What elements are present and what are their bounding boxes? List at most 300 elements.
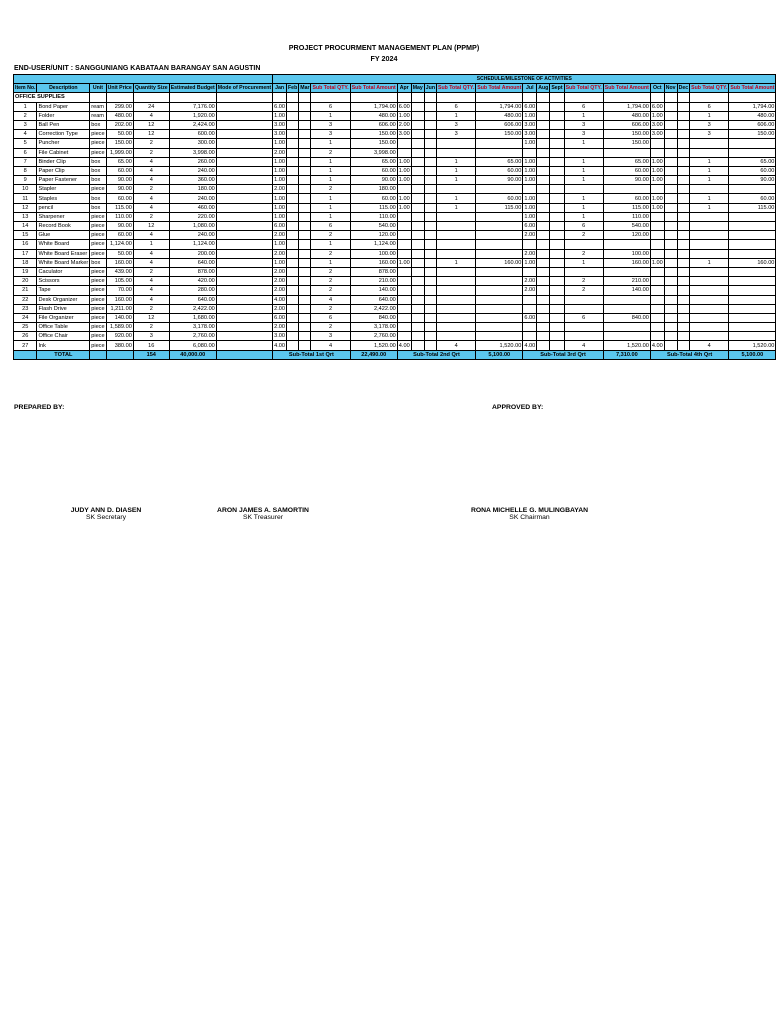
table-cell: 140.00: [106, 313, 133, 322]
table-cell: [523, 295, 537, 304]
table-cell: [550, 139, 564, 148]
table-cell: 2.00: [274, 287, 286, 294]
table-cell: piece: [91, 241, 105, 248]
table-cell: 3: [14, 120, 37, 129]
table-cell: [424, 240, 436, 249]
table-row: [14, 102, 776, 111]
table-cell: 1: [14, 102, 37, 111]
table-cell: 2: [564, 249, 603, 258]
table-cell: 260.00: [169, 157, 216, 166]
table-cell: [287, 111, 299, 120]
table-cell: [216, 304, 272, 313]
table-cell: 3: [311, 130, 350, 139]
table-cell: [424, 102, 436, 111]
table-cell: [397, 295, 411, 304]
column-header: Description: [37, 84, 90, 93]
table-cell: [650, 185, 664, 194]
table-cell: [537, 120, 550, 129]
table-cell: [650, 231, 664, 240]
table-cell: 3: [564, 130, 603, 139]
table-cell: [523, 185, 537, 194]
table-cell: 1: [690, 203, 729, 212]
table-cell: [437, 240, 476, 249]
table-cell: [729, 277, 776, 286]
table-cell: [287, 203, 299, 212]
table-cell: 1: [564, 203, 603, 212]
table-cell: 600.00: [169, 130, 216, 139]
table-cell: 4: [133, 157, 169, 166]
table-cell: [664, 240, 677, 249]
table-cell: 220.00: [169, 212, 216, 221]
table-cell: 1.00: [524, 158, 536, 165]
table-cell: [550, 341, 564, 350]
table-cell: 1: [311, 212, 350, 221]
table-cell: [299, 313, 311, 322]
table-cell: 6: [437, 102, 476, 111]
table-cell: 1: [690, 166, 729, 175]
table-cell: 3.00: [398, 131, 410, 138]
table-cell: Staples: [37, 194, 90, 203]
table-row: [14, 313, 776, 322]
table-cell: [424, 120, 436, 129]
table-cell: [411, 130, 424, 139]
table-cell: 202.00: [106, 120, 133, 129]
table-cell: 6: [311, 313, 350, 322]
table-cell: [650, 313, 664, 322]
table-cell: 460.00: [169, 203, 216, 212]
table-cell: 6: [564, 222, 603, 231]
table-cell: [287, 304, 299, 313]
table-cell: 6: [311, 222, 350, 231]
table-cell: [397, 286, 411, 295]
table-cell: Ink: [37, 341, 90, 350]
column-header: Sub Total QTY.: [565, 85, 602, 92]
table-cell: 50.00: [106, 130, 133, 139]
table-cell: 15: [14, 231, 37, 240]
table-cell: 606.00: [729, 120, 776, 129]
table-cell: [729, 304, 776, 313]
table-cell: [537, 323, 550, 332]
empty-cell: [523, 93, 537, 102]
table-cell: [564, 240, 603, 249]
table-cell: 240.00: [169, 231, 216, 240]
table-cell: 3: [133, 332, 169, 341]
table-cell: 480.00: [476, 111, 523, 120]
table-cell: Caculator: [37, 267, 90, 276]
table-cell: [664, 212, 677, 221]
table-cell: 160.00: [729, 258, 776, 267]
table-cell: [564, 267, 603, 276]
table-cell: 6.00: [524, 223, 536, 230]
table-cell: 1.00: [398, 158, 410, 165]
table-cell: [411, 277, 424, 286]
table-cell: 1.00: [398, 259, 410, 266]
empty-cell: [424, 93, 436, 102]
table-cell: 6.00: [398, 103, 410, 110]
table-cell: 1.00: [274, 177, 286, 184]
table-cell: 1,520.00: [603, 341, 650, 350]
table-row: [14, 277, 776, 286]
table-cell: [537, 194, 550, 203]
table-cell: 878.00: [169, 267, 216, 276]
table-cell: 1: [690, 194, 729, 203]
table-cell: [216, 286, 272, 295]
signatory-role: SK Secretary: [85, 514, 127, 521]
table-cell: 12: [133, 120, 169, 129]
table-cell: Flash Drive: [37, 304, 90, 313]
table-cell: [424, 148, 436, 157]
table-cell: [677, 111, 690, 120]
table-cell: 1: [311, 157, 350, 166]
table-row: [14, 304, 776, 313]
table-cell: [677, 212, 690, 221]
table-cell: [397, 267, 411, 276]
table-cell: [537, 267, 550, 276]
signatory-name: RONA MICHELLE G. MULINGBAYAN: [470, 507, 589, 514]
table-cell: 60.00: [476, 166, 523, 175]
table-cell: 640.00: [169, 295, 216, 304]
table-cell: 60.00: [729, 194, 776, 203]
table-cell: [564, 304, 603, 313]
table-cell: 1: [437, 176, 476, 185]
table-cell: box: [90, 120, 106, 129]
table-cell: 4: [14, 130, 37, 139]
table-cell: [550, 166, 564, 175]
table-cell: 2: [564, 231, 603, 240]
table-cell: [550, 102, 564, 111]
table-cell: [677, 130, 690, 139]
table-cell: [664, 185, 677, 194]
table-cell: 90.00: [476, 176, 523, 185]
table-cell: [397, 332, 411, 341]
column-header: May: [412, 85, 423, 92]
table-cell: 1.00: [524, 177, 536, 184]
table-cell: [411, 166, 424, 175]
table-cell: [677, 166, 690, 175]
table-cell: 3.00: [524, 131, 536, 138]
empty-cell: [350, 93, 397, 102]
totals-row: [14, 350, 776, 359]
table-cell: [299, 267, 311, 276]
table-cell: File Cabinet: [37, 148, 90, 157]
table-cell: [437, 222, 476, 231]
table-cell: 1.00: [524, 204, 536, 211]
table-cell: 1: [564, 139, 603, 148]
table-cell: 5: [14, 139, 37, 148]
table-cell: 1: [564, 111, 603, 120]
table-cell: 1: [437, 194, 476, 203]
table-cell: 150.00: [106, 139, 133, 148]
q2-label: Sub-Total 2nd Qrt: [397, 350, 475, 359]
table-cell: 6.00: [274, 223, 286, 230]
table-cell: 2.00: [524, 278, 536, 285]
table-cell: [537, 341, 550, 350]
table-cell: 2.00: [274, 232, 286, 239]
table-cell: 3.00: [274, 333, 286, 340]
table-cell: 2: [311, 185, 350, 194]
table-cell: [677, 277, 690, 286]
table-cell: 120.00: [603, 231, 650, 240]
table-cell: [299, 166, 311, 175]
header-blank: [14, 75, 273, 84]
empty-cell: [311, 93, 350, 102]
table-cell: 1: [311, 203, 350, 212]
table-cell: [690, 277, 729, 286]
table-cell: 1: [437, 203, 476, 212]
table-cell: [299, 341, 311, 350]
table-cell: [677, 148, 690, 157]
column-header: Unit: [90, 84, 106, 93]
table-cell: [729, 267, 776, 276]
table-cell: [411, 203, 424, 212]
table-cell: [677, 323, 690, 332]
table-cell: [729, 323, 776, 332]
table-cell: [476, 267, 523, 276]
table-cell: [677, 341, 690, 350]
table-cell: 2.00: [274, 305, 286, 312]
table-cell: 1.00: [274, 112, 286, 119]
table-cell: Glue: [37, 231, 90, 240]
table-cell: [476, 332, 523, 341]
table-cell: box: [90, 203, 106, 212]
table-cell: 2.00: [274, 149, 286, 156]
table-cell: [550, 332, 564, 341]
table-cell: 1,080.00: [169, 222, 216, 231]
table-cell: 3: [690, 120, 729, 129]
table-cell: [287, 139, 299, 148]
table-cell: 3.00: [274, 131, 286, 138]
column-header: Jul: [523, 84, 537, 93]
table-cell: [216, 148, 272, 157]
table-cell: [299, 304, 311, 313]
table-cell: 240.00: [169, 194, 216, 203]
table-cell: 4: [437, 341, 476, 350]
table-cell: 2,424.00: [169, 120, 216, 129]
table-cell: [411, 139, 424, 148]
table-cell: 1,520.00: [729, 341, 776, 350]
table-cell: piece: [91, 131, 105, 138]
table-cell: 100.00: [350, 249, 397, 258]
table-cell: [476, 304, 523, 313]
table-cell: 150.00: [729, 130, 776, 139]
table-cell: 12: [133, 130, 169, 139]
table-cell: 2: [133, 323, 169, 332]
table-cell: pencil: [37, 203, 90, 212]
table-cell: box: [90, 176, 106, 185]
table-cell: [550, 185, 564, 194]
table-row: [14, 185, 776, 194]
table-cell: [397, 240, 411, 249]
column-header: Sub Total Amount: [351, 85, 396, 92]
table-cell: [411, 341, 424, 350]
table-cell: 26: [14, 332, 37, 341]
table-cell: [299, 295, 311, 304]
table-cell: [397, 304, 411, 313]
table-cell: 21: [14, 286, 37, 295]
table-cell: piece: [91, 287, 105, 294]
column-header-row: [14, 84, 776, 93]
table-cell: [550, 111, 564, 120]
table-cell: [664, 267, 677, 276]
table-cell: 160.00: [350, 258, 397, 267]
table-cell: 606.00: [603, 120, 650, 129]
column-header: Sub Total QTY.: [312, 85, 349, 92]
table-cell: [664, 148, 677, 157]
table-cell: [564, 148, 603, 157]
table-cell: [664, 130, 677, 139]
table-cell: [729, 332, 776, 341]
table-cell: [550, 286, 564, 295]
table-cell: [411, 332, 424, 341]
table-cell: [677, 120, 690, 129]
table-cell: 4: [133, 249, 169, 258]
table-row: [14, 323, 776, 332]
table-cell: 18: [14, 258, 37, 267]
table-cell: [397, 249, 411, 258]
empty-cell: [650, 93, 664, 102]
table-cell: [690, 212, 729, 221]
table-cell: [411, 148, 424, 157]
table-cell: [690, 240, 729, 249]
table-cell: 2: [564, 277, 603, 286]
table-cell: [411, 111, 424, 120]
table-cell: 3,178.00: [350, 323, 397, 332]
table-cell: [411, 286, 424, 295]
table-cell: [476, 286, 523, 295]
table-cell: 4.00: [398, 342, 410, 349]
table-cell: [677, 157, 690, 166]
table-cell: [550, 194, 564, 203]
table-cell: 9: [14, 176, 37, 185]
signatory-role: SK Chairman: [509, 514, 550, 521]
table-row: [14, 130, 776, 139]
table-cell: [729, 148, 776, 157]
table-cell: [550, 157, 564, 166]
table-cell: 3,998.00: [350, 148, 397, 157]
table-cell: 110.00: [106, 212, 133, 221]
table-cell: 4: [133, 231, 169, 240]
table-cell: 1: [564, 157, 603, 166]
table-row: [14, 194, 776, 203]
table-cell: [424, 166, 436, 175]
table-cell: [476, 222, 523, 231]
table-cell: 4: [133, 277, 169, 286]
table-cell: 110.00: [603, 212, 650, 221]
table-cell: 3: [311, 332, 350, 341]
table-row: [14, 332, 776, 341]
table-cell: [550, 176, 564, 185]
table-cell: [424, 231, 436, 240]
table-cell: [287, 332, 299, 341]
table-cell: White Board Eraser: [37, 249, 90, 258]
column-header: Oct: [650, 84, 664, 93]
table-cell: [216, 130, 272, 139]
table-cell: [537, 313, 550, 322]
table-cell: [424, 323, 436, 332]
table-cell: Bond Paper: [37, 102, 90, 111]
table-cell: [537, 102, 550, 111]
table-row: [14, 258, 776, 267]
table-cell: [299, 157, 311, 166]
table-cell: 2: [311, 267, 350, 276]
q3-label: Sub-Total 3rd Qrt: [523, 350, 603, 359]
table-cell: [650, 148, 664, 157]
table-cell: [537, 295, 550, 304]
table-cell: piece: [91, 269, 105, 276]
table-cell: [550, 313, 564, 322]
table-cell: [537, 157, 550, 166]
table-cell: [729, 249, 776, 258]
column-header: Apr: [397, 84, 411, 93]
table-cell: [397, 139, 411, 148]
table-row: [14, 341, 776, 350]
table-cell: [411, 102, 424, 111]
table-cell: [287, 212, 299, 221]
table-cell: [664, 139, 677, 148]
table-cell: [664, 286, 677, 295]
table-cell: [411, 231, 424, 240]
empty-cell: [287, 93, 299, 102]
table-cell: 1,520.00: [350, 341, 397, 350]
table-cell: 1.00: [274, 140, 286, 147]
column-header: Mode of Procurement: [217, 85, 272, 92]
table-cell: 1.00: [274, 213, 286, 220]
schedule-label: SCHEDULE/MILESTONE OF ACTIVITIES: [273, 75, 776, 84]
table-cell: [664, 323, 677, 332]
table-cell: 2: [133, 139, 169, 148]
table-cell: 1.00: [398, 177, 410, 184]
table-cell: [299, 277, 311, 286]
table-cell: 2,422.00: [169, 304, 216, 313]
table-cell: 3: [690, 130, 729, 139]
table-cell: Office Table: [37, 323, 90, 332]
table-row: [14, 240, 776, 249]
table-cell: [690, 332, 729, 341]
table-cell: [424, 111, 436, 120]
table-cell: [650, 277, 664, 286]
table-cell: [411, 222, 424, 231]
table-cell: [216, 332, 272, 341]
column-header: Jan: [273, 84, 287, 93]
table-cell: [537, 185, 550, 194]
table-cell: 4.00: [274, 342, 286, 349]
empty-cell: [273, 93, 287, 102]
table-cell: 1: [564, 194, 603, 203]
table-cell: [216, 102, 272, 111]
table-cell: piece: [91, 324, 105, 331]
table-cell: [603, 295, 650, 304]
table-cell: 4: [311, 341, 350, 350]
table-cell: [523, 148, 537, 157]
table-cell: 2: [133, 148, 169, 157]
table-cell: [411, 194, 424, 203]
table-cell: 878.00: [350, 267, 397, 276]
table-cell: 160.00: [106, 295, 133, 304]
empty-cell: [169, 93, 216, 102]
table-cell: [550, 212, 564, 221]
table-cell: [287, 323, 299, 332]
table-cell: [537, 148, 550, 157]
table-cell: [650, 286, 664, 295]
table-cell: [537, 176, 550, 185]
table-cell: 115.00: [603, 203, 650, 212]
table-cell: 11: [14, 194, 37, 203]
table-cell: [650, 304, 664, 313]
table-cell: [537, 286, 550, 295]
empty-cell: [90, 350, 106, 359]
table-cell: [664, 194, 677, 203]
table-cell: [650, 212, 664, 221]
